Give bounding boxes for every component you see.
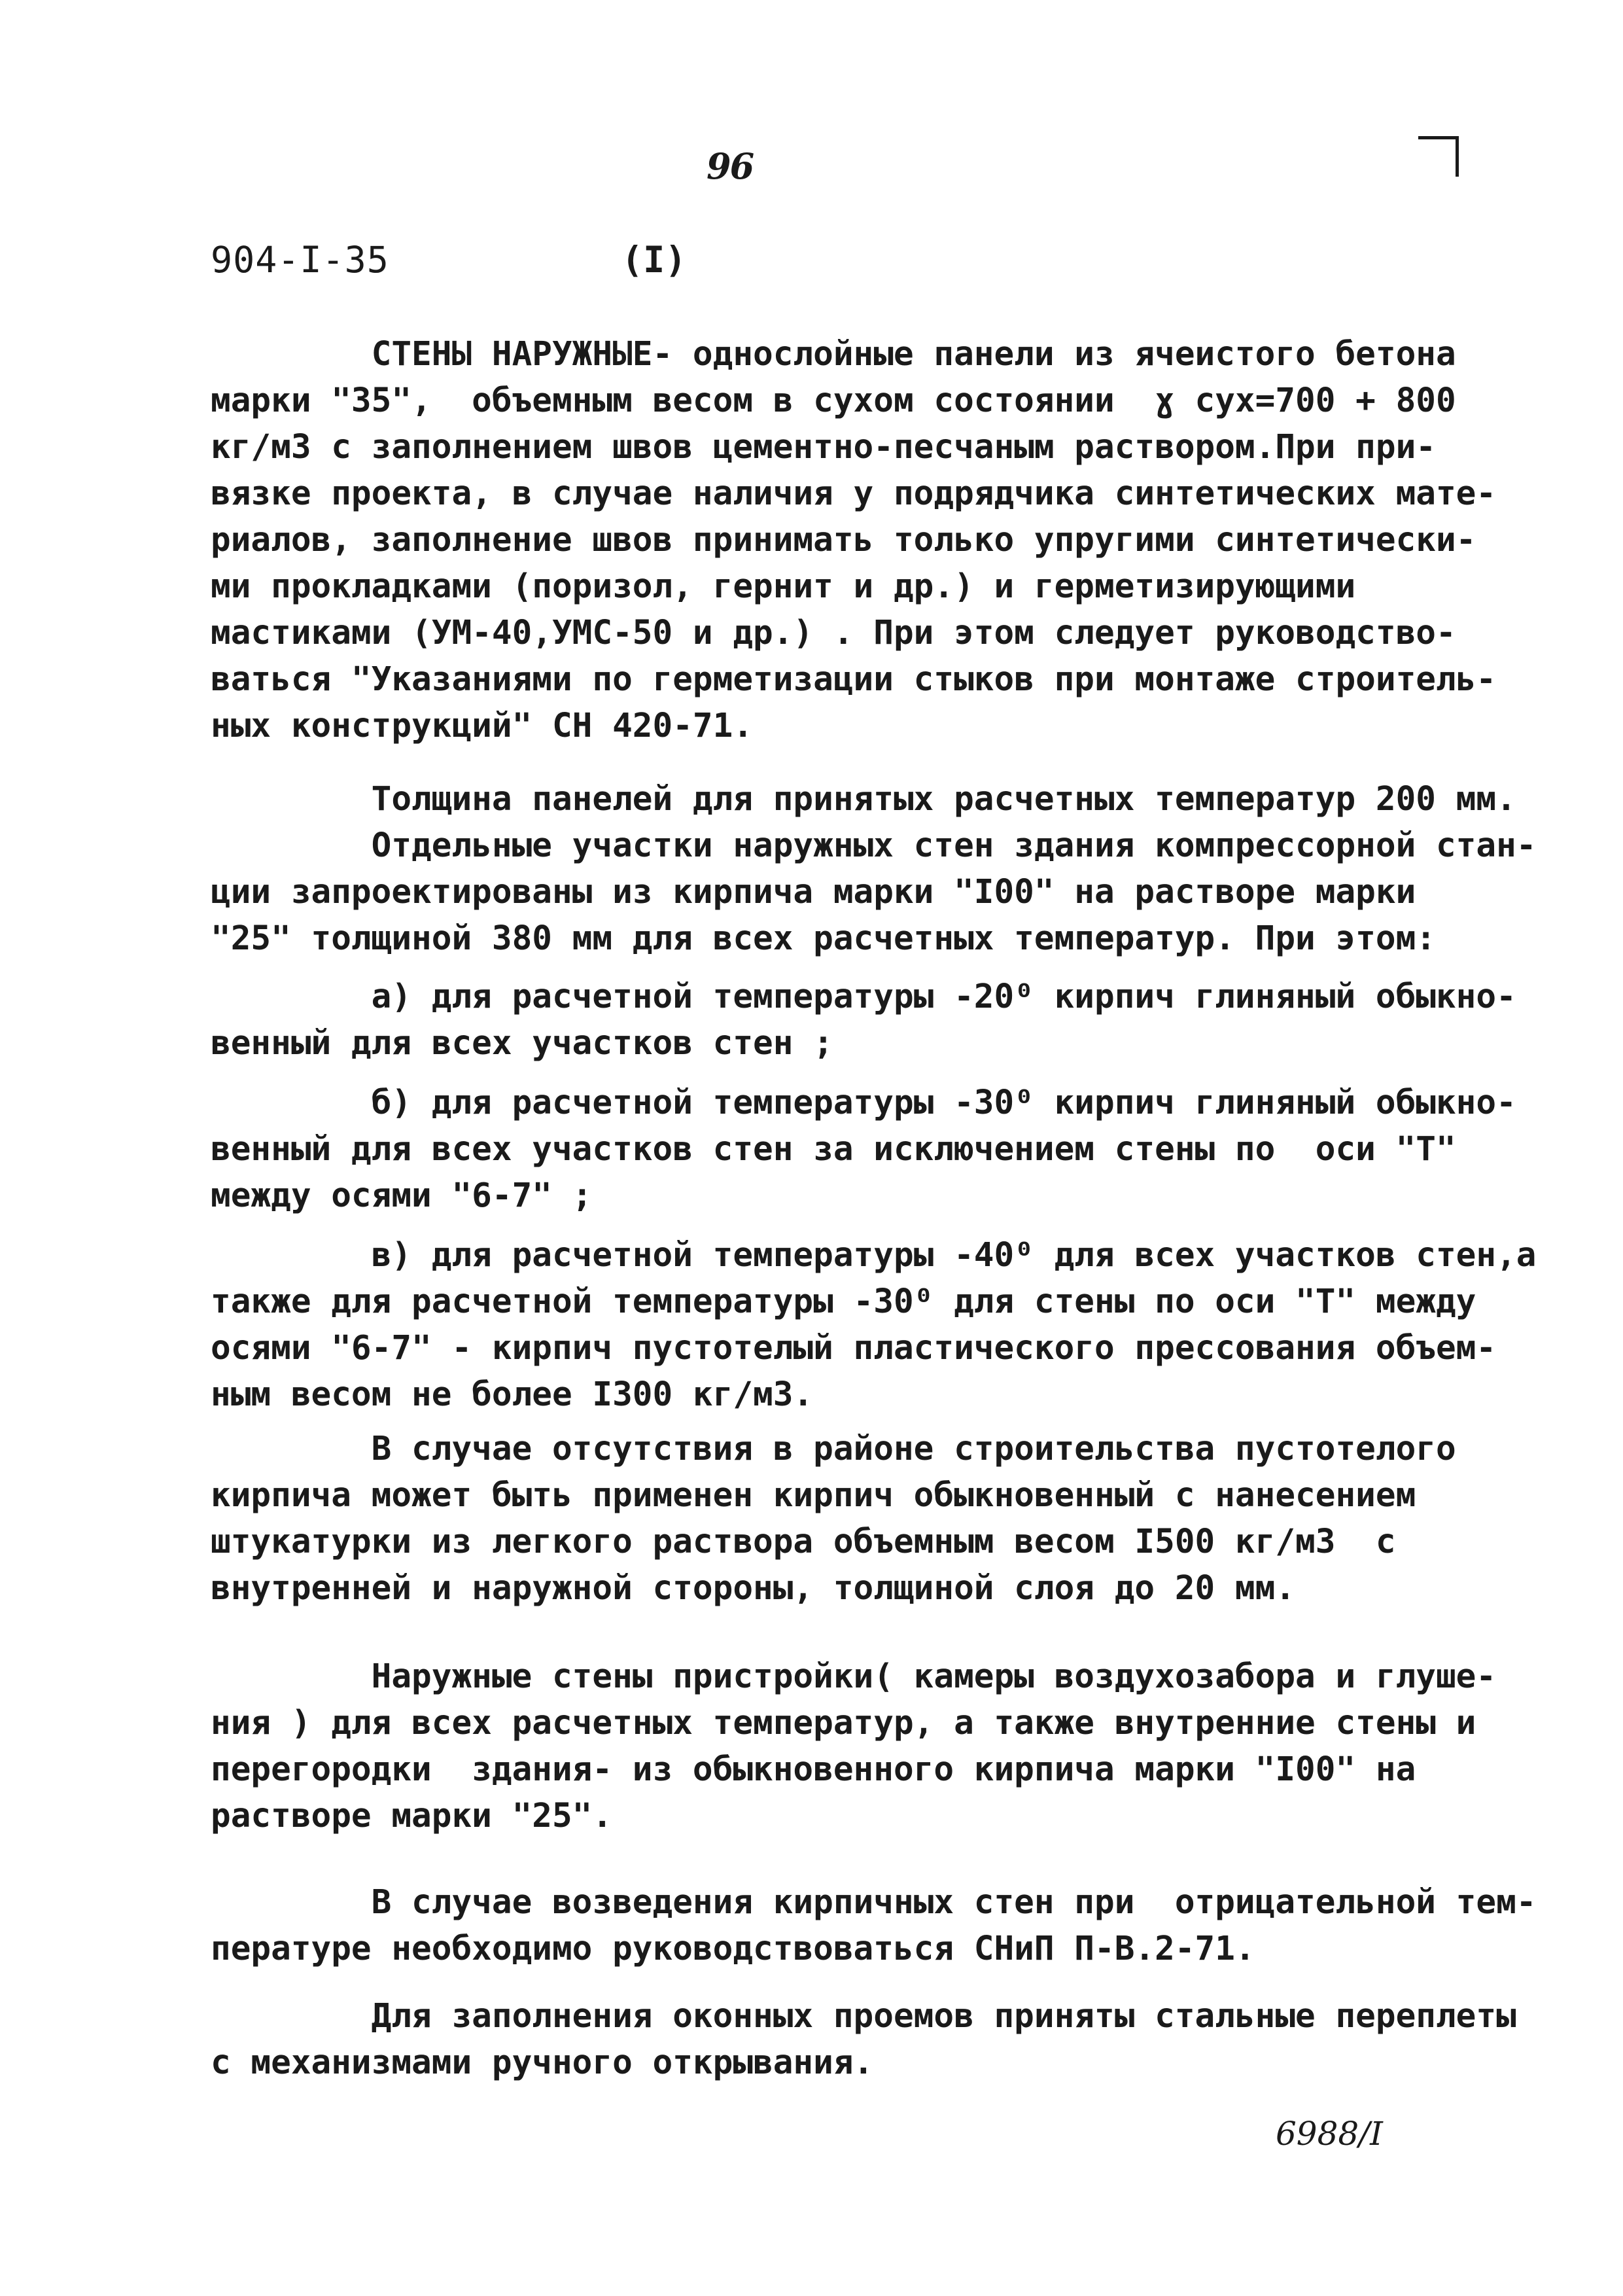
list-item: б) для расчетной температуры -30⁰ кирпич глиняный обыкно- венный для всех участков стен за исключением стены по оси "Т" между осями "6-7" ; bbox=[211, 1084, 1516, 1215]
paragraph-text: В случае возведения кирпичных стен при отрицательной тем- пературе необходимо руководствоваться СНиП П-В.2-71. bbox=[211, 1883, 1537, 1968]
paragraph-annex-walls bbox=[211, 1653, 1497, 1839]
paragraph-outer-walls bbox=[211, 331, 1497, 749]
list-brick-types bbox=[211, 974, 1537, 1418]
paragraph-negative-temperature bbox=[211, 1879, 1537, 1972]
paragraph-text: В случае отсутствия в районе строительства пустотелого кирпича может быть применен кирпич обыкновенный с нанесением штукатурки из легкого раствора объемным весом I500 кг/м3 с внутренней и наружной стороны, толщиной слоя до 20 мм. bbox=[211, 1430, 1456, 1608]
document-code: 904-I-35 bbox=[211, 239, 389, 281]
paragraph-hollow-brick bbox=[211, 1426, 1454, 1612]
page-number: 96 bbox=[707, 145, 754, 187]
sheet-code: 6988/I bbox=[1276, 2115, 1383, 2153]
list-item: в) для расчетной температуры -40⁰ для всех участков стен,а также для расчетной температуры -30⁰ для стены по оси "Т" между осями "6-7" - кирпич пустотелый пластического прессования объем- ным весом не более I300 кг/м3. bbox=[211, 1236, 1537, 1414]
paragraph-text: СТЕНЫ НАРУЖНЫЕ- однослойные панели из ячеистого бетона марки "35", объемным весом в сухом состоянии ɣ сух=700 + 800 кг/м3 с заполнением швов цементно-песчаным раствором.При при- вязке проекта, в случае наличия у подрядчика синтетических мате- риалов, заполнение швов принимать только упругими синтетически- ми прокладками (поризол, гернит и др.) и герметизирующими мастиками (УМ-40,УМС-50 и др.) . При этом следует руководство- ваться "Указаниями по герметизации стыков при монтаже строитель- ных конструкций" СН 420-71. bbox=[211, 335, 1497, 745]
paragraph-windows bbox=[211, 1993, 1516, 2086]
sheet-label: (I) bbox=[621, 239, 687, 281]
paragraph-text: Для заполнения оконных проемов приняты стальные переплеты с механизмами ручного открывания. bbox=[211, 1997, 1516, 2082]
corner-mark bbox=[1418, 136, 1459, 177]
list-item: а) для расчетной температуры -20⁰ кирпич глиняный обыкно- венный для всех участков стен ; bbox=[211, 978, 1516, 1063]
paragraph-text: Наружные стены пристройки( камеры воздухозабора и глуше- ния ) для всех расчетных температур, а также внутренние стены и перегородки здания- из обыкновенного кирпича марки "I00" на растворе марки "25". bbox=[211, 1657, 1497, 1835]
paragraph-panel-thickness bbox=[211, 776, 1537, 962]
paragraph-text: Толщина панелей для принятых расчетных температур 200 мм. Отдельные участки наружных стен здания компрессорной стан- ции запроектированы из кирпича марки "I00" на растворе марки "25" толщиной 380 мм для всех расчетных температур. При этом: bbox=[211, 780, 1537, 958]
